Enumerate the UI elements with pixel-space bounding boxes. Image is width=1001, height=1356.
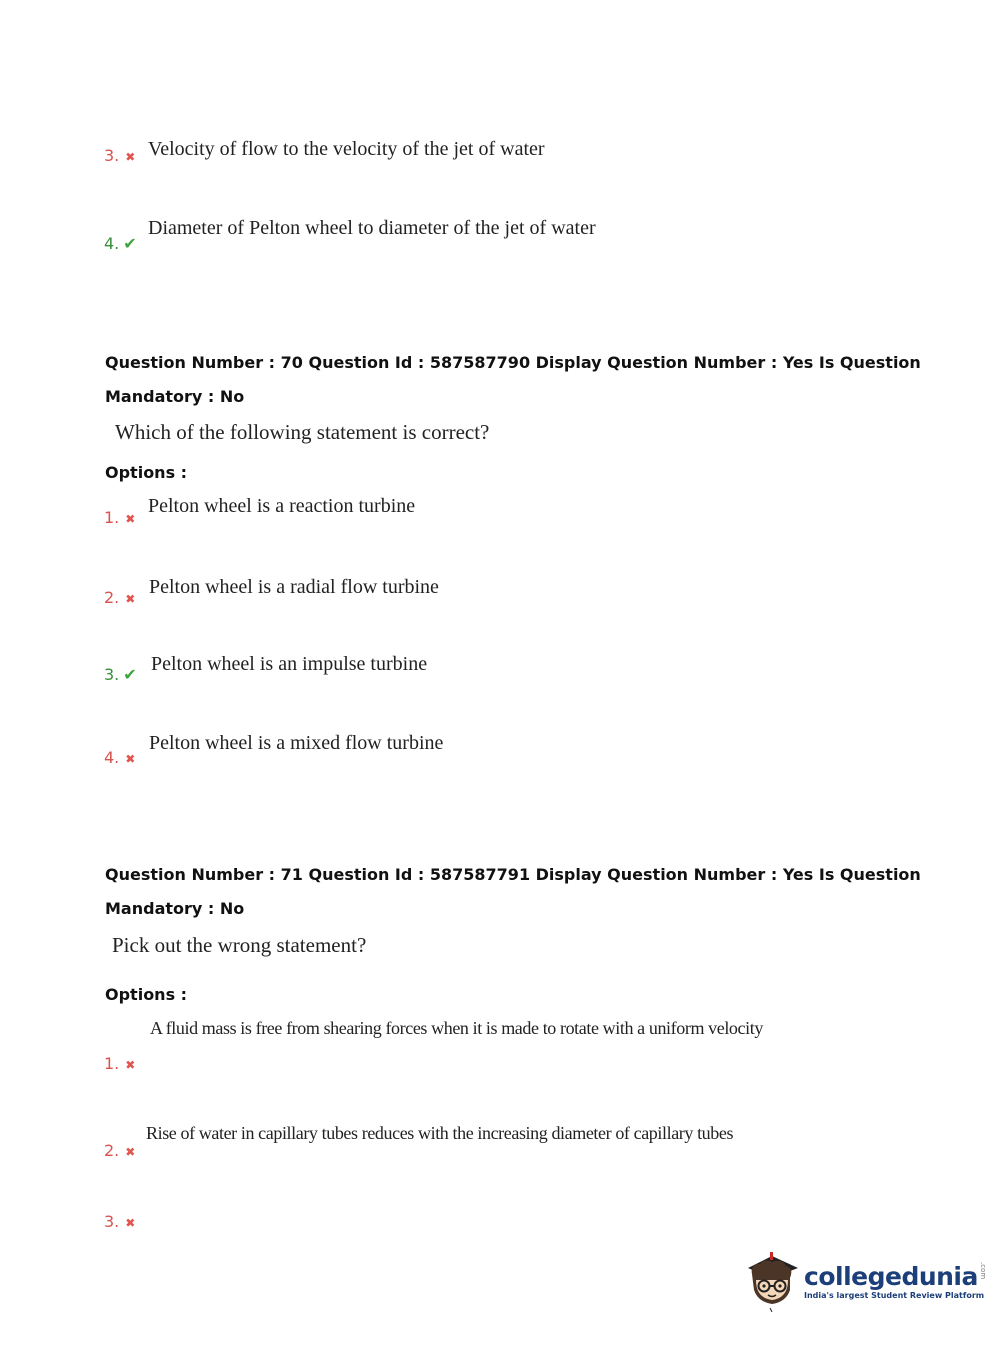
q70-option-3 <box>104 665 137 684</box>
q70-header-line2: Mandatory : No <box>105 387 245 406</box>
q70-header-line1: Question Number : 70 Question Id : 587587790 Display Question Number : Yes Is Question <box>105 353 921 372</box>
wrong-mark-icon: ✖ <box>125 752 136 766</box>
wrong-mark-icon: ✖ <box>125 150 136 164</box>
logo-domain-suffix: .com <box>978 1262 987 1280</box>
q70-option-2-text: Pelton wheel is a radial flow turbine <box>149 576 439 598</box>
q71-option-1 <box>104 1054 135 1073</box>
option-number: 3. <box>104 146 120 165</box>
q71-question-text: Pick out the wrong statement? <box>112 933 367 957</box>
prev-option-3 <box>104 146 135 165</box>
option-number: 2. <box>104 588 120 607</box>
option-number: 3. <box>104 1212 120 1231</box>
wrong-mark-icon: ✖ <box>125 1058 136 1072</box>
q71-header-line2: Mandatory : No <box>105 899 245 918</box>
wrong-mark-icon: ✖ <box>125 1145 136 1159</box>
prev-option-4 <box>104 234 137 253</box>
option-number: 3. <box>104 665 120 684</box>
q70-question-text: Which of the following statement is correct? <box>115 420 490 444</box>
q71-header-line1: Question Number : 71 Question Id : 587587791 Display Question Number : Yes Is Question <box>105 865 921 884</box>
wrong-mark-icon: ✖ <box>125 592 136 606</box>
logo-wordmark: collegedunia <box>804 1262 978 1291</box>
option-number: 2. <box>104 1141 120 1160</box>
wrong-mark-icon: ✖ <box>125 1216 136 1230</box>
q70-options-label: Options : <box>105 463 188 482</box>
q70-option-4-text: Pelton wheel is a mixed flow turbine <box>149 732 444 754</box>
q70-option-3-text: Pelton wheel is an impulse turbine <box>151 653 428 675</box>
q71-option-2-text: Rise of water in capillary tubes reduces with the increasing diameter of capillary tubes <box>146 1123 734 1143</box>
correct-mark-icon: ✔ <box>123 234 137 253</box>
option-number: 4. <box>104 234 120 253</box>
option-number: 1. <box>104 1054 120 1073</box>
q71-option-2 <box>104 1141 135 1160</box>
q70-option-1-text: Pelton wheel is a reaction turbine <box>148 495 416 517</box>
prev-option-3-text: Velocity of flow to the velocity of the jet of water <box>148 138 545 160</box>
logo-tagline: India's largest Student Review Platform <box>804 1291 985 1300</box>
option-number: 1. <box>104 508 120 527</box>
q71-option-1-text: A fluid mass is free from shearing forces when it is made to rotate with a uniform velocity <box>150 1018 763 1038</box>
prev-option-4-text: Diameter of Pelton wheel to diameter of the jet of water <box>148 217 596 239</box>
q71-option-3 <box>104 1212 135 1231</box>
mascot-icon <box>742 1250 802 1312</box>
option-number: 4. <box>104 748 120 767</box>
collegedunia-logo[interactable] <box>742 1250 987 1312</box>
q70-option-2 <box>104 588 135 607</box>
correct-mark-icon: ✔ <box>123 665 137 684</box>
q70-option-4 <box>104 748 135 767</box>
q70-option-1 <box>104 508 135 527</box>
wrong-mark-icon: ✖ <box>125 512 136 526</box>
q71-options-label: Options : <box>105 985 188 1004</box>
